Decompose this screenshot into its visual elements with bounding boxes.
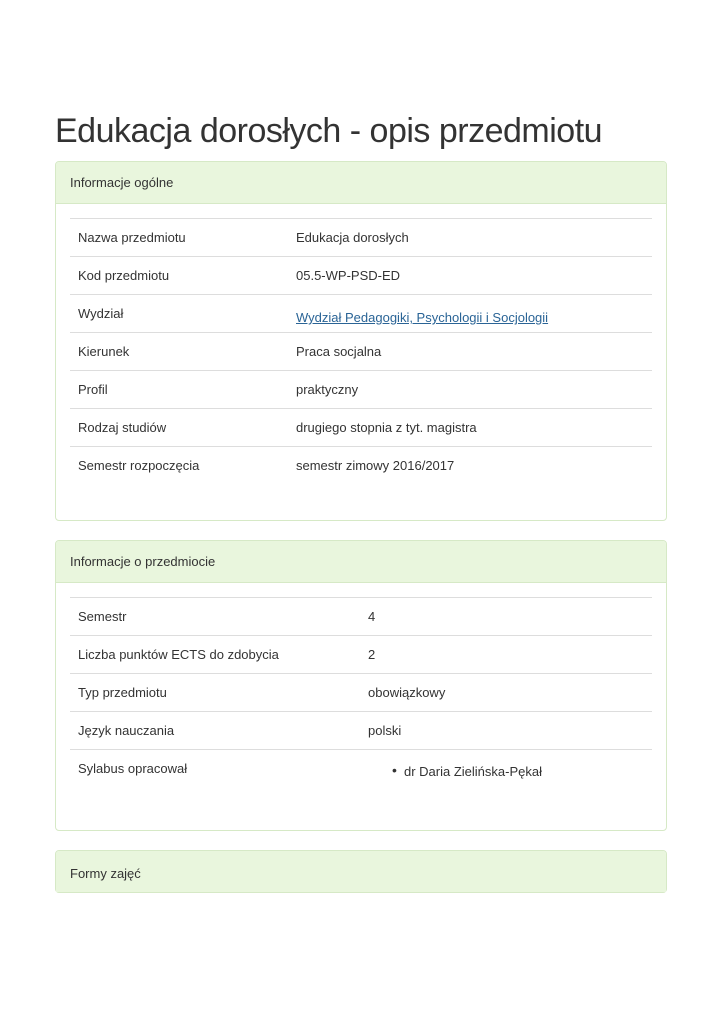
row-label: Kod przedmiotu [70, 257, 288, 295]
general-info-heading: Informacje ogólne [56, 162, 666, 204]
table-row [70, 712, 652, 750]
row-value: 05.5-WP-PSD-ED [288, 257, 652, 295]
row-value: semestr zimowy 2016/2017 [288, 447, 652, 485]
author-name: dr Daria Zielińska-Pękał [404, 764, 542, 779]
row-label: Wydział [70, 295, 288, 333]
row-value: praktyczny [288, 371, 652, 409]
table-row [70, 674, 652, 712]
row-value: 4 [360, 598, 652, 636]
bullet-icon: • [392, 762, 397, 778]
table-row [70, 409, 652, 447]
row-label: Profil [70, 371, 288, 409]
table-row [70, 636, 652, 674]
row-label: Semestr rozpoczęcia [70, 447, 288, 485]
row-label: Kierunek [70, 333, 288, 371]
row-value: obowiązkowy [360, 674, 652, 712]
table-row [70, 447, 652, 485]
general-info-panel [55, 161, 667, 521]
row-value: Edukacja dorosłych [288, 219, 652, 257]
subject-info-panel [55, 540, 667, 831]
table-row [70, 333, 652, 371]
forms-heading: Formy zajęć [56, 851, 666, 892]
table-row [70, 598, 652, 636]
page-title: Edukacja dorosłych - opis przedmiotu [55, 112, 603, 150]
faculty-link[interactable]: Wydział Pedagogiki, Psychologii i Socjologii [296, 310, 549, 325]
table-row [70, 219, 652, 257]
authors-list [368, 764, 644, 779]
row-label: Sylabus opracował [70, 750, 360, 788]
row-value: Praca socjalna [288, 333, 652, 371]
table-row [70, 257, 652, 295]
row-label: Typ przedmiotu [70, 674, 360, 712]
row-label: Język nauczania [70, 712, 360, 750]
table-row [70, 371, 652, 409]
subject-info-heading: Informacje o przedmiocie [56, 541, 666, 583]
row-label: Rodzaj studiów [70, 409, 288, 447]
row-value: polski [360, 712, 652, 750]
row-label: Nazwa przedmiotu [70, 219, 288, 257]
list-item [392, 762, 644, 779]
subject-info-table [70, 597, 652, 788]
row-value: drugiego stopnia z tyt. magistra [288, 409, 652, 447]
row-label: Liczba punktów ECTS do zdobycia [70, 636, 360, 674]
row-value: 2 [360, 636, 652, 674]
table-row [70, 295, 652, 333]
row-label: Semestr [70, 598, 360, 636]
row-value [288, 295, 652, 333]
row-value [360, 750, 652, 788]
general-info-table [70, 218, 652, 485]
forms-panel [55, 850, 667, 893]
table-row [70, 750, 652, 788]
